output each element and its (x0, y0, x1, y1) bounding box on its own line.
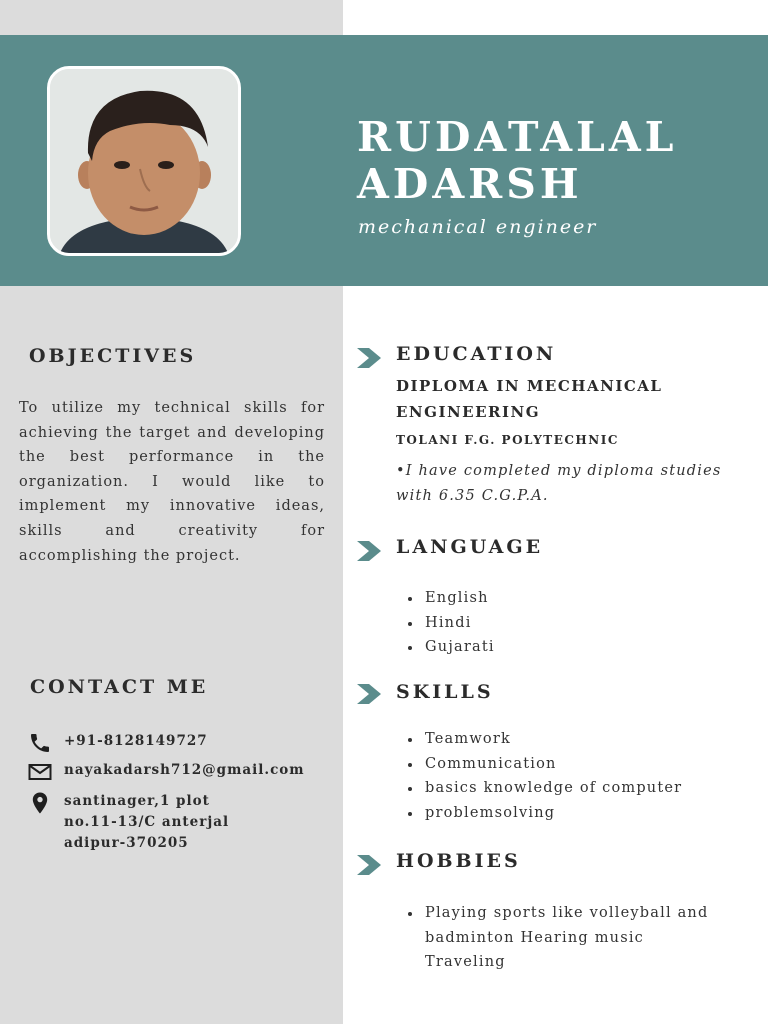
list-item: problemsolving (408, 801, 682, 826)
list-item: Teamwork (408, 727, 682, 752)
contact-email (28, 760, 305, 784)
list-item: Gujarati (408, 635, 495, 660)
name-line-1: RUDATALAL (357, 113, 678, 161)
education-school: TOLANI F.G. POLYTECHNIC (396, 433, 619, 447)
profile-photo (47, 66, 241, 256)
contact-address (28, 791, 229, 854)
chevron-right-icon (357, 684, 381, 704)
phone-icon (28, 731, 52, 755)
list-item: Communication (408, 752, 682, 777)
chevron-right-icon (357, 541, 381, 561)
chevron-right-icon (357, 348, 381, 368)
language-list (408, 586, 495, 660)
skills-list (408, 727, 682, 825)
email-address: nayakadarsh712@gmail.com (64, 762, 305, 778)
hobbies-list (408, 901, 713, 975)
list-item: English (408, 586, 495, 611)
skills-heading: SKILLS (396, 681, 494, 703)
objectives-heading: OBJECTIVES (29, 345, 197, 367)
education-note: •I have completed my diploma studies with 6.35 C.G.P.A. (396, 463, 722, 504)
hobbies-heading: HOBBIES (396, 850, 521, 872)
chevron-right-icon (357, 855, 381, 875)
contact-heading: CONTACT ME (30, 676, 209, 698)
contact-phone (28, 731, 208, 755)
list-item: basics knowledge of computer (408, 776, 682, 801)
phone-number: +91-8128149727 (64, 733, 208, 749)
list-item: Playing sports like volleyball and badminton Hearing music Traveling (408, 901, 713, 975)
candidate-name (357, 114, 678, 208)
language-heading: LANGUAGE (396, 536, 544, 558)
envelope-icon (28, 760, 52, 784)
job-title: mechanical engineer (358, 216, 598, 238)
location-pin-icon (28, 791, 52, 815)
postal-address: santinager,1 plot no.11-13/C anterjal adipur-370205 (64, 793, 230, 851)
objectives-text: To utilize my technical skills for achieving the target and developing the best performance in the organization. I would like to implement my innovative ideas, skills and creativity for accomplishing the project. (19, 400, 325, 564)
name-line-2: ADARSH (357, 160, 583, 208)
list-item: Hindi (408, 611, 495, 636)
education-degree: DIPLOMA IN MECHANICAL ENGINEERING (396, 377, 663, 421)
education-heading: EDUCATION (396, 343, 557, 365)
